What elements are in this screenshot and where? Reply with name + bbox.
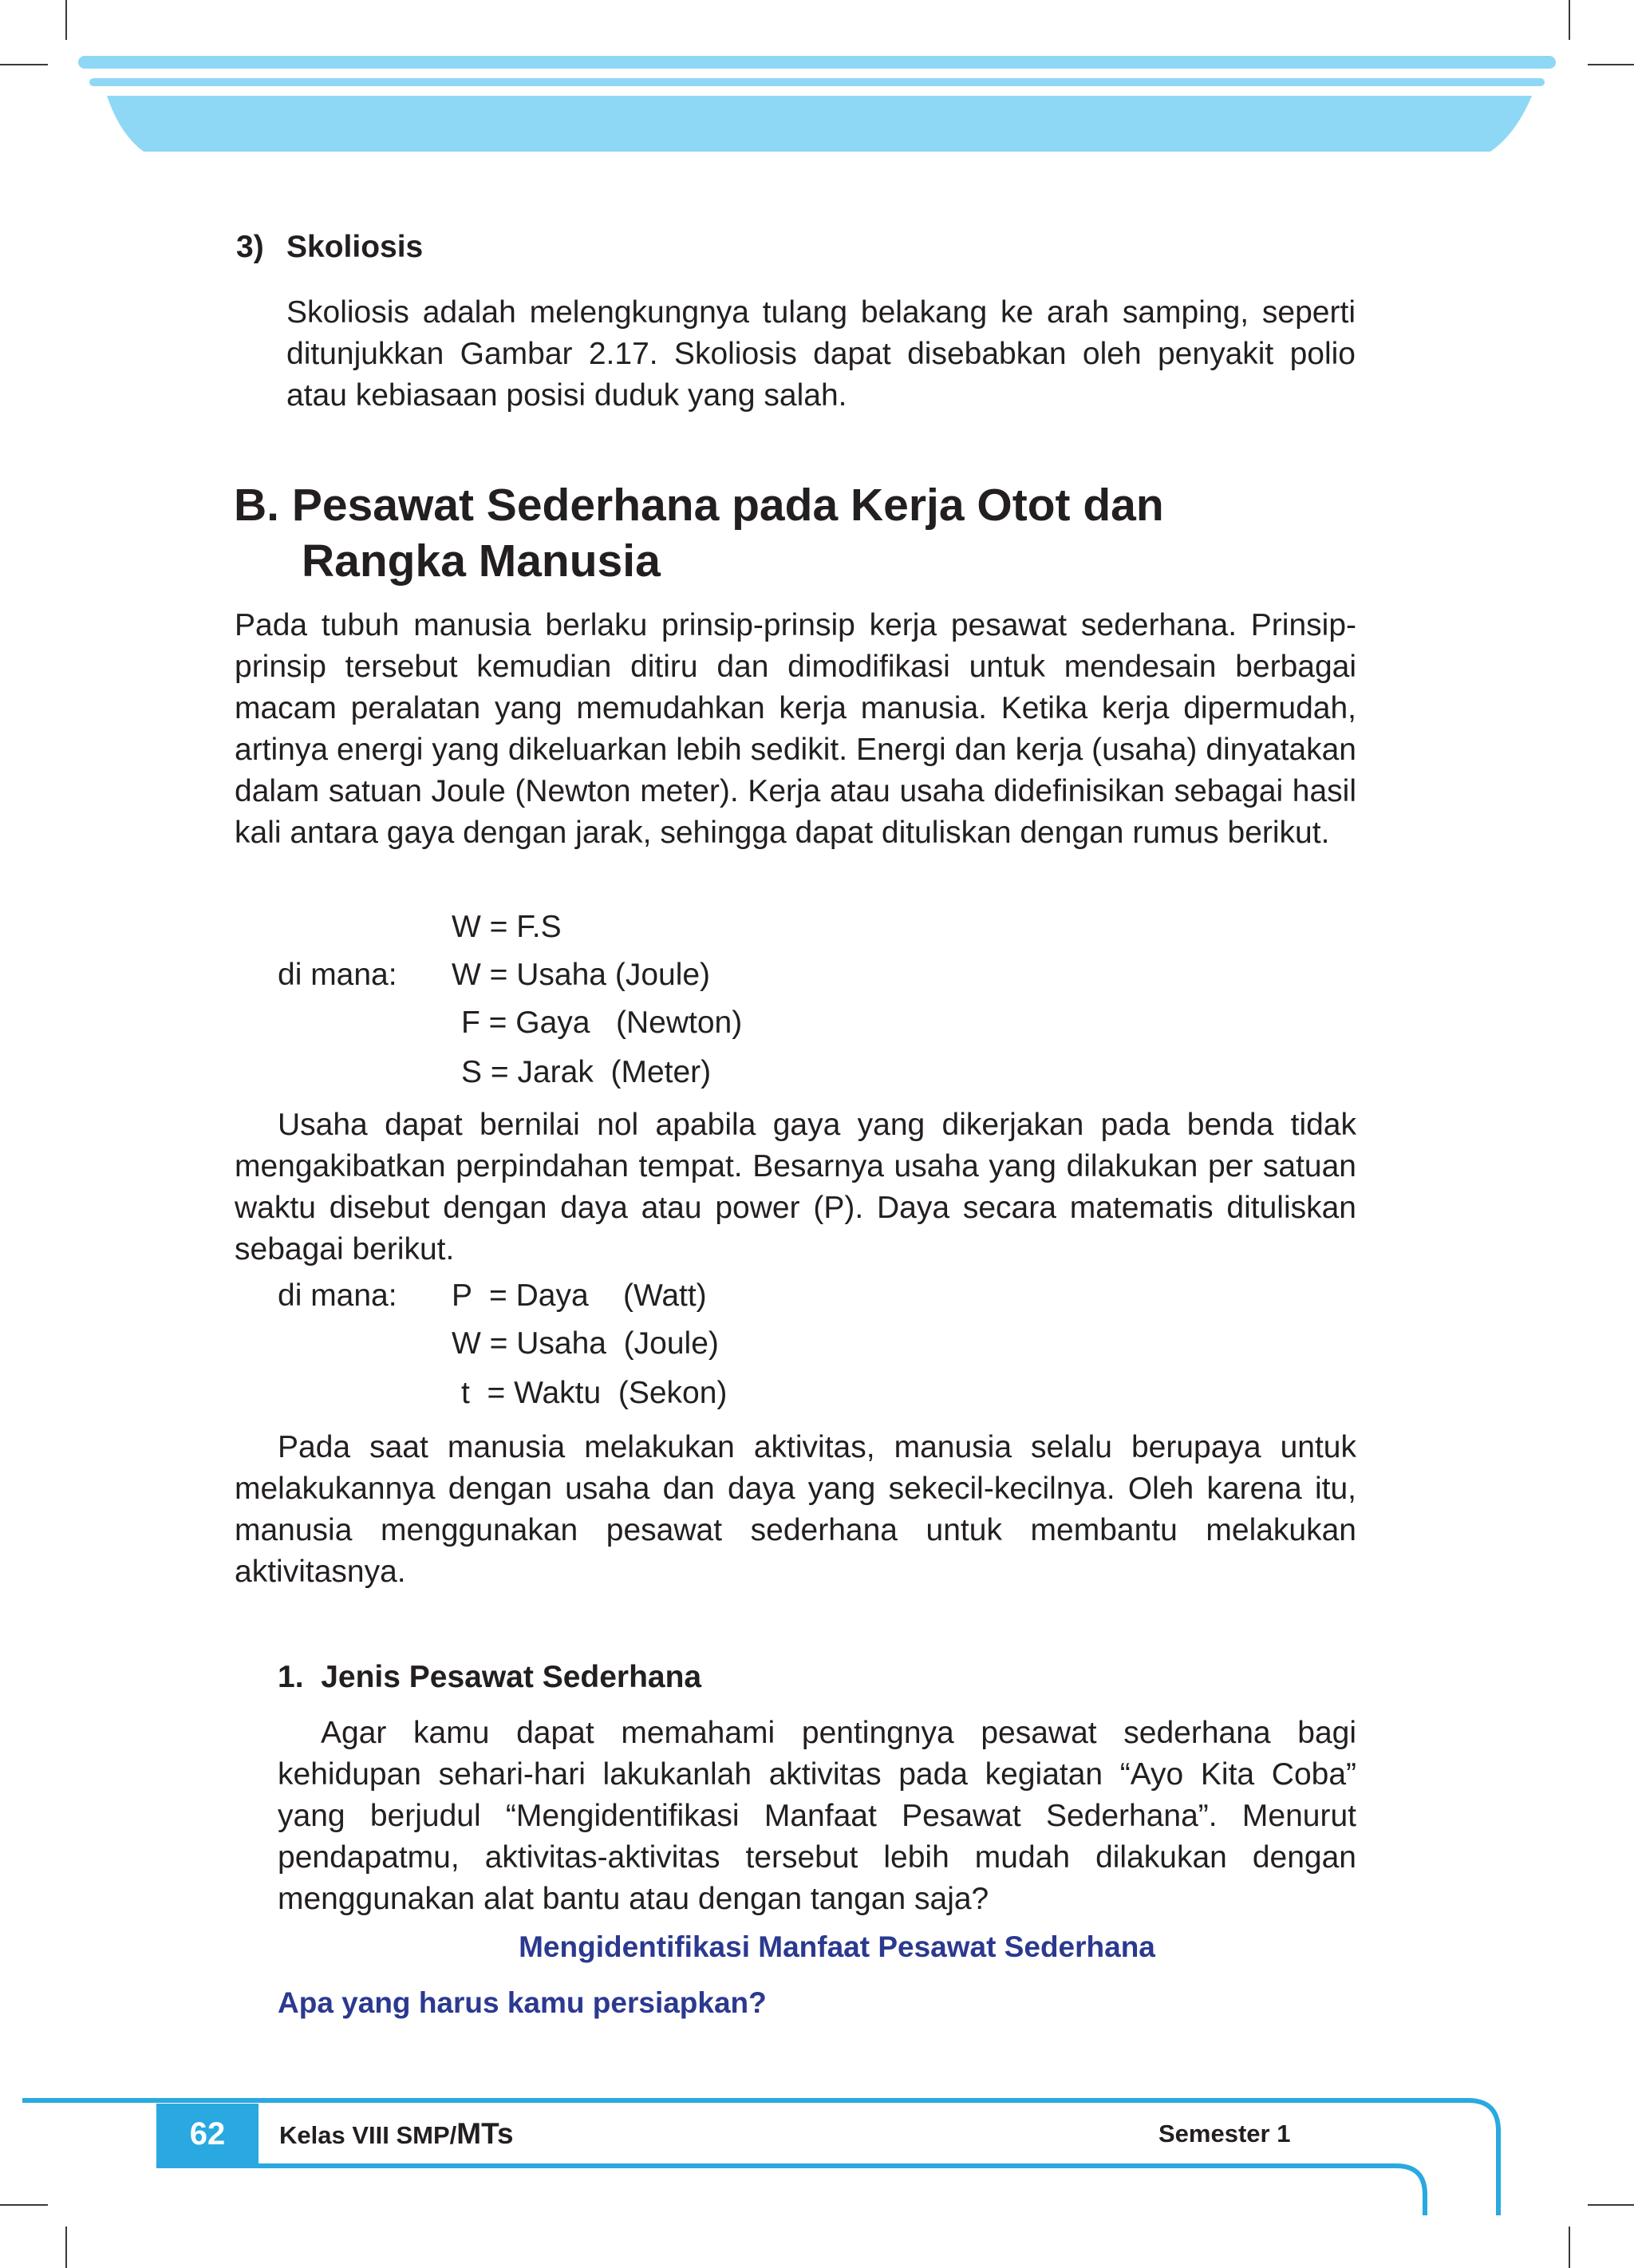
paragraph: Usaha dapat bernilai nol apabila gaya yang dikerjakan pada benda tidak mengakibatkan perpindahan tempat. Besarnya usaha yang dilakukan per satuan waktu disebut dengan daya atau power (P). Daya secara matematis dituliskan sebagai berikut. <box>235 1108 1356 1266</box>
subsection-title: 1. Jenis Pesawat Sederhana <box>278 1660 702 1694</box>
formula-variable: F = Gaya (Newton) <box>461 1006 743 1040</box>
section-paragraph: Skoliosis adalah melengkungnya tulang belakang ke arah samping, seperti ditunjukkan Gambar 2.17. Skoliosis dapat disebabkan oleh penyakit polio atau kebiasaan posisi duduk yang salah. <box>286 295 1356 413</box>
formula-variable: P = Daya (Watt) <box>452 1278 707 1313</box>
footer-class-label <box>279 2116 514 2153</box>
header-decoration <box>0 0 1634 160</box>
section-heading-continued: Rangka Manusia <box>302 535 661 587</box>
paragraph: Agar kamu dapat memahami pentingnya pesawat sederhana bagi kehidupan sehari-hari lakukanlah aktivitas pada kegiatan “Ayo Kita Coba” yang berjudul “Mengidentifikasi Manfaat Pesawat Sederhana”. Menurut pendapatmu, aktivitas-aktivitas tersebut lebih mudah dilakukan dengan menggunakan alat bantu atau dengan tangan saja? <box>278 1716 1356 1916</box>
paragraph: Pada tubuh manusia berlaku prinsip-prinsip kerja pesawat sederhana. Prinsip-prinsip tersebut kemudian ditiru dan dimodifikasi untuk mendesain berbagai macam peralatan yang memudahkan kerja manusia. Ketika kerja dipermudah, artinya energi yang dikeluarkan lebih sedikit. Energi dan kerja (usaha) dinyatakan dalam satuan Joule (Newton meter). Kerja atau usaha didefinisikan sebagai hasil kali antara gaya dengan jarak, sehingga dapat dituliskan dengan rumus berikut. <box>235 608 1356 850</box>
footer-class-text: Kelas VIII SMP/ <box>279 2121 457 2149</box>
section-title: Skoliosis <box>286 230 424 264</box>
formula-label: di mana: <box>278 958 397 992</box>
formula-variable: W = Usaha (Joule) <box>452 958 711 992</box>
paragraph: Pada saat manusia melakukan aktivitas, manusia selalu berupaya untuk melakukannya dengan usaha dan daya yang sekecil-kecilnya. Oleh karena itu, manusia menggunakan pesawat sederhana untuk membantu melakukan aktivitasnya. <box>235 1430 1356 1589</box>
activity-title: Mengidentifikasi Manfaat Pesawat Sederhana <box>519 1930 1155 1963</box>
footer-class-suffix: MTs <box>456 2117 514 2150</box>
section-number: 3) <box>236 230 264 264</box>
footer-semester: Semester 1 <box>1158 2120 1291 2147</box>
formula-label: di mana: <box>278 1278 397 1313</box>
section-heading: B. Pesawat Sederhana pada Kerja Otot dan <box>234 480 1164 531</box>
formula-variable: S = Jarak (Meter) <box>461 1055 712 1089</box>
prepare-question: Apa yang harus kamu persiapkan? <box>278 1986 767 2019</box>
page-number: 62 <box>189 2116 226 2151</box>
formula-equation: W = F.S <box>452 910 562 944</box>
formula-variable: W = Usaha (Joule) <box>452 1326 719 1361</box>
formula-variable: t = Waktu (Sekon) <box>461 1376 728 1410</box>
